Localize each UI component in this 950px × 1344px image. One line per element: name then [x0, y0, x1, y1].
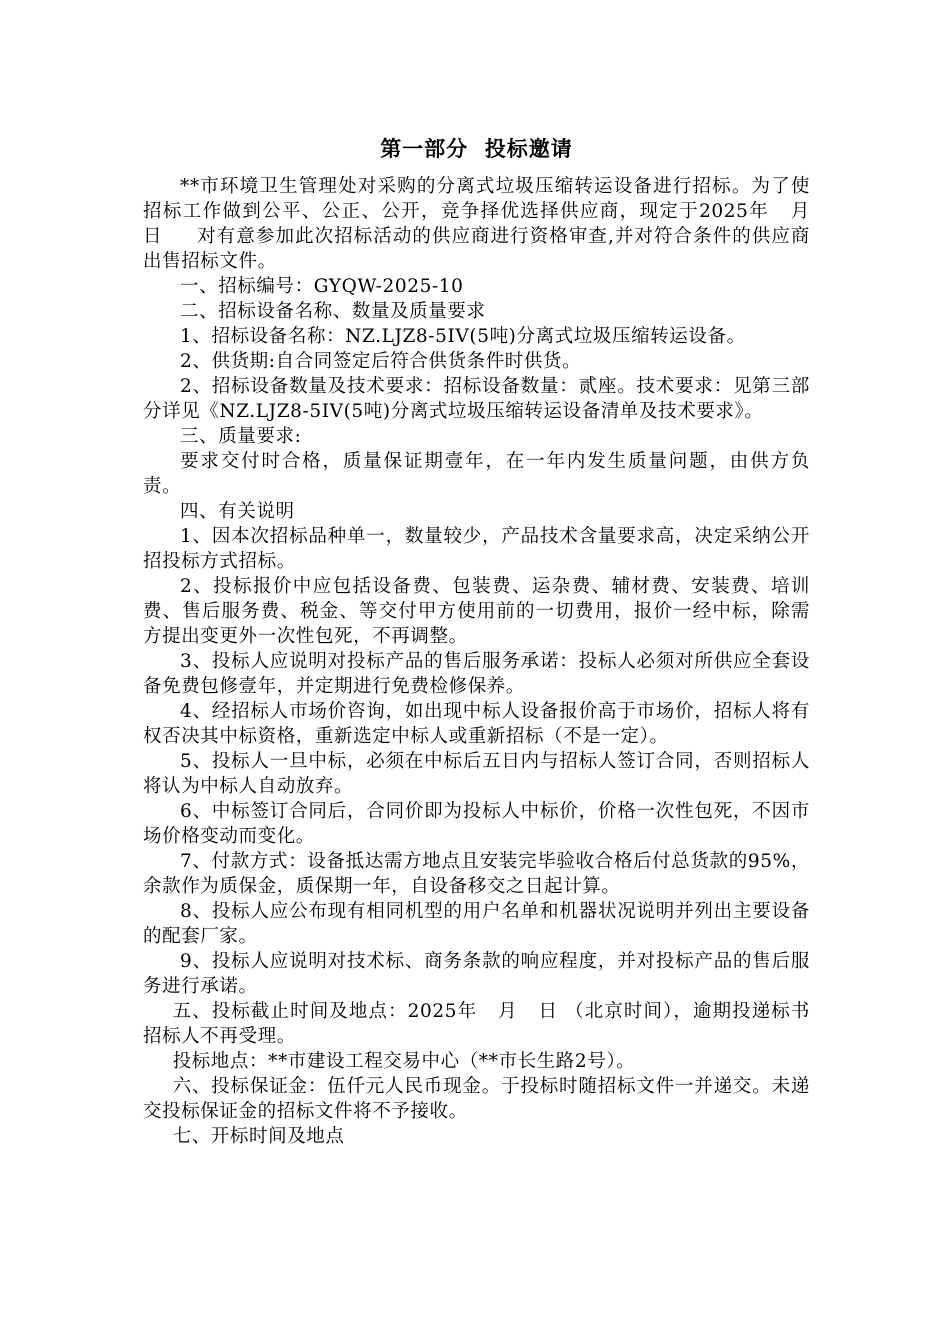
- section-heading-notes: 四、有关说明: [180, 501, 295, 522]
- equipment-name: 1、招标设备名称：NZ.LJZ8-5IV(5吨)分离式垃圾压缩转运设备。: [180, 326, 746, 347]
- note-item-2: 2、投标报价中应包括设备费、包装费、运杂费、辅材费、安装费、培训费、售后服务费、税金、等交付甲方使用前的一切费用，报价一经中标，除需方提出变更外一次性包死，不再调整。: [143, 576, 810, 647]
- bid-deposit: 六、投标保证金：伍仟元人民币现金。于投标时随招标文件一并递交。未递交投标保证金的招标文件将不予接收。: [143, 1076, 810, 1122]
- section-heading-equipment: 二、招标设备名称、数量及质量要求: [180, 301, 486, 322]
- note-item-3: 3、投标人应说明对投标产品的售后服务承诺：投标人必须对所供应全套设备免费包修壹年，并定期进行免费检修保养。: [143, 651, 810, 697]
- note-item-7: 7、付款方式：设备抵达需方地点且安装完毕验收合格后付总货款的95%，余款作为质保金，质保期一年，自设备移交之日起计算。: [143, 851, 810, 897]
- bid-number: 一、招标编号：GYQW-2025-10: [180, 276, 464, 297]
- intro-paragraph: **市环境卫生管理处对采购的分离式垃圾压缩转运设备进行招标。为了使招标工作做到公平、公正、公开，竞争择优选择供应商，现定于2025年 月 日 对有意参加此次招标活动的供应商进行资格审查,并对符合条件的供应商出售招标文件。: [143, 176, 836, 272]
- note-item-1: 1、因本次招标品种单一，数量较少，产品技术含量要求高，决定采纳公开招投标方式招标。: [143, 526, 810, 572]
- bid-deadline: 五、投标截止时间及地点：2025年 月 日 （北京时间），逾期投递标书招标人不再受理。: [143, 1001, 810, 1047]
- equipment-quantity-requirements: 2、招标设备数量及技术要求：招标设备数量：贰座。技术要求：见第三部分详见《NZ.LJZ8-5IV(5吨)分离式垃圾压缩转运设备清单及技术要求》。: [143, 376, 810, 422]
- note-item-6: 6、中标签订合同后，合同价即为投标人中标价，价格一次性包死，不因市场价格变动而变化。: [143, 801, 810, 847]
- quality-requirements: 要求交付时合格，质量保证期壹年，在一年内发生质量问题，由供方负责。: [143, 451, 810, 497]
- section-title: 第一部分 投标邀请: [380, 137, 573, 161]
- note-item-5: 5、投标人一旦中标，必须在中标后五日内与招标人签订合同，否则招标人将认为中标人自动放弃。: [143, 751, 810, 797]
- document-page: [143, 126, 836, 1149]
- bid-location: 投标地点：**市建设工程交易中心（**市长生路2号）。: [172, 1051, 636, 1072]
- section-heading-opening: 七、开标时间及地点: [172, 1126, 345, 1147]
- note-item-8: 8、投标人应公布现有相同机型的用户名单和机器状况说明并列出主要设备的配套厂家。: [143, 901, 810, 947]
- note-item-9: 9、投标人应说明对技术标、商务条款的响应程度，并对投标产品的售后服务进行承诺。: [143, 951, 810, 997]
- section-heading-quality: 三、质量要求:: [180, 426, 302, 447]
- supply-period: 2、供货期:自合同签定后符合供货条件时供货。: [180, 351, 582, 372]
- note-item-4: 4、经招标人市场价咨询，如出现中标人设备报价高于市场价，招标人将有权否决其中标资格，重新选定中标人或重新招标（不是一定）。: [143, 701, 810, 747]
